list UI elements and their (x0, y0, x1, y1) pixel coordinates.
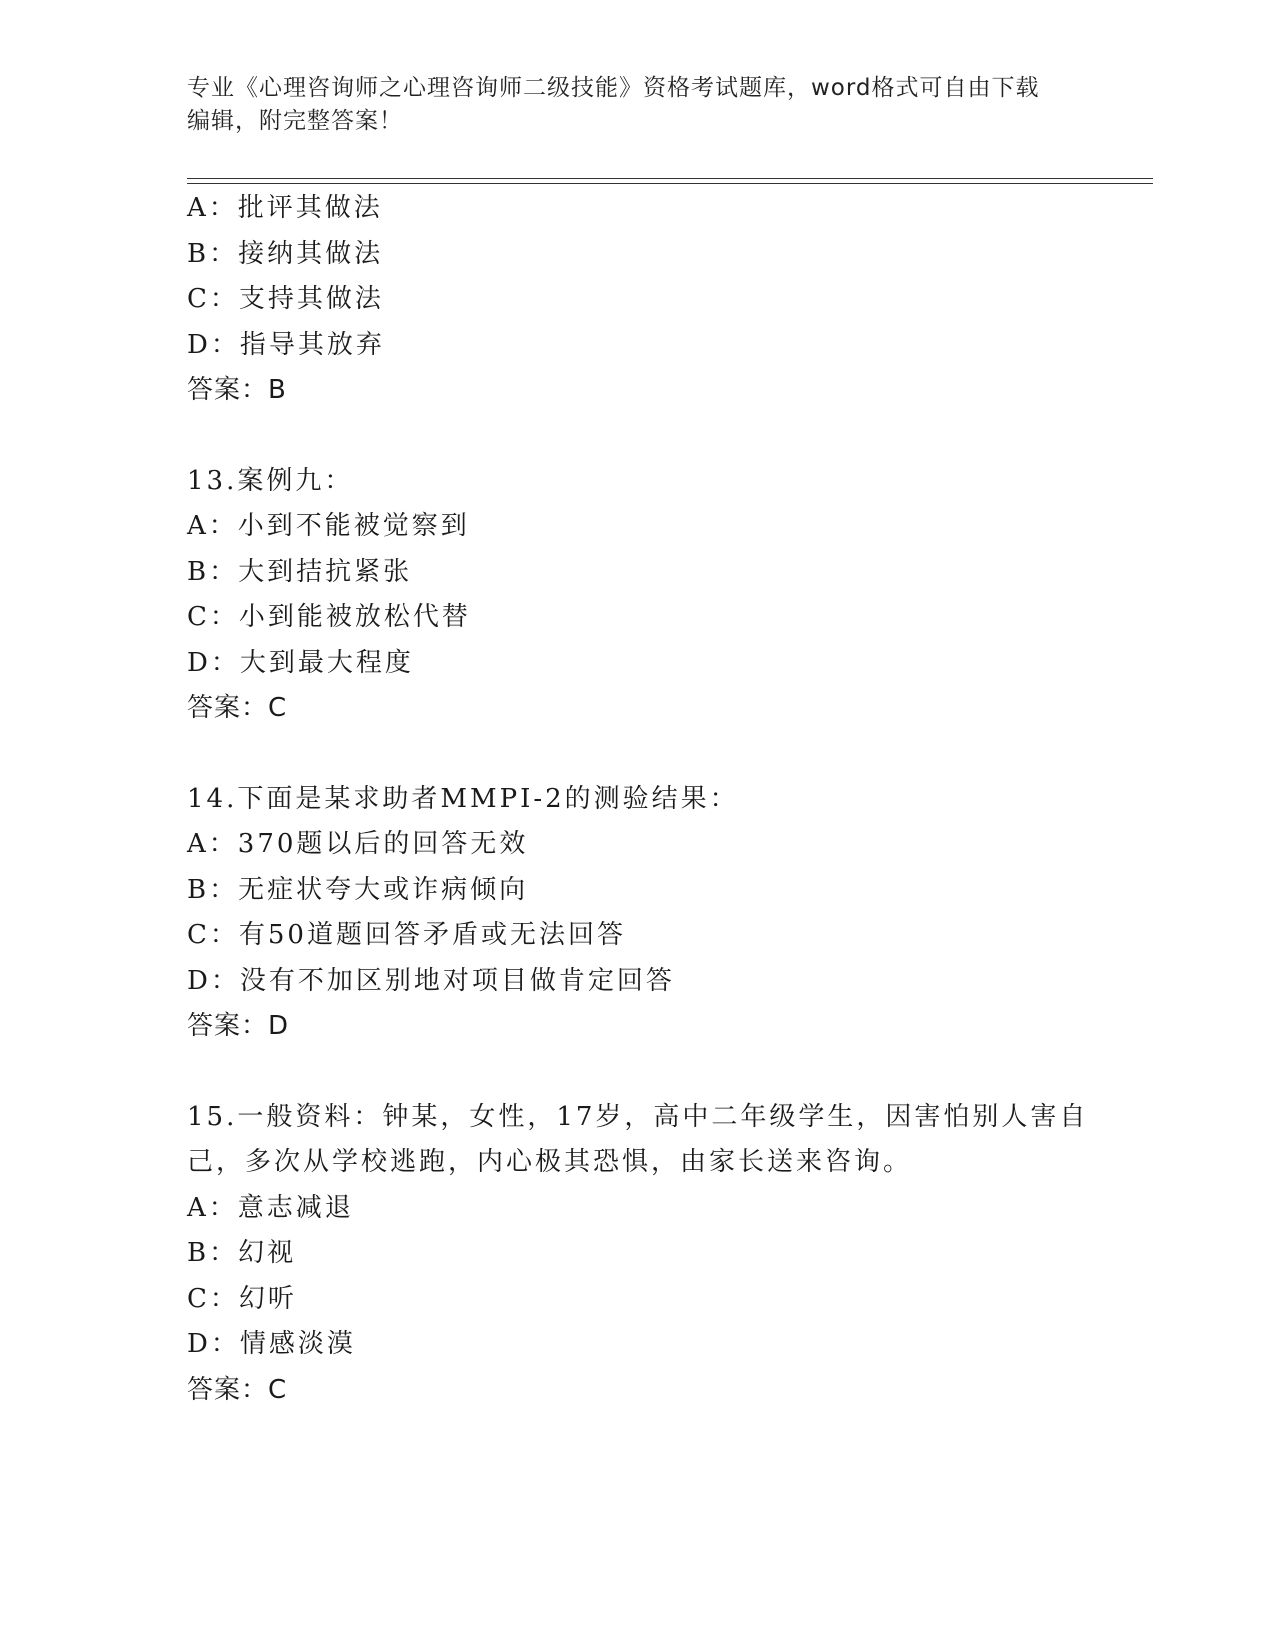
question-12 (187, 186, 1147, 414)
spacer (187, 414, 1147, 459)
option-c: C：有50道题回答矛盾或无法回答 (187, 920, 626, 950)
option-a: A：意志减退 (187, 1192, 354, 1223)
option-b: B：接纳其做法 (187, 238, 384, 269)
option-c: C：支持其做法 (187, 284, 384, 314)
question-stem-line-1: 15.一般资料：钟某，女性，17岁，高中二年级学生，因害怕别人害自 (187, 1101, 1089, 1132)
option-a: A：370题以后的回答无效 (187, 829, 529, 859)
question-14 (187, 777, 1147, 1050)
answer: 答案：D (187, 1011, 290, 1041)
option-b: B：大到拮抗紧张 (187, 556, 413, 587)
option-c: C：幻听 (187, 1283, 297, 1314)
answer: 答案：C (187, 693, 288, 723)
option-d: D：指导其放弃 (187, 329, 385, 360)
question-stem: 14.下面是某求助者MMPI-2的测验结果： (187, 783, 739, 814)
header-line-1: 专业《心理咨询师之心理咨询师二级技能》资格考试题库，word格式可自由下载 (187, 75, 1040, 101)
option-d: D：大到最大程度 (187, 647, 414, 678)
option-b: B：幻视 (187, 1238, 297, 1268)
spacer (187, 732, 1147, 777)
question-15 (187, 1095, 1147, 1414)
option-a: A：小到不能被觉察到 (187, 511, 470, 541)
document-header (187, 72, 1077, 138)
answer: 答案：C (187, 1374, 288, 1405)
header-divider-top (187, 178, 1153, 179)
option-d: D：没有不加区别地对项目做肯定回答 (187, 965, 675, 996)
question-stem-line-2: 己，多次从学校逃跑，内心极其恐惧，由家长送来咨询。 (187, 1147, 913, 1177)
header-line-2: 编辑，附完整答案！ (187, 108, 403, 134)
option-c: C：小到能被放松代替 (187, 602, 471, 632)
answer: 答案：B (187, 375, 287, 405)
option-b: B：无症状夸大或诈病倾向 (187, 874, 529, 905)
question-list (187, 186, 1147, 1413)
question-13 (187, 459, 1147, 732)
question-stem: 13.案例九： (187, 465, 354, 496)
option-d: D：情感淡漠 (187, 1329, 356, 1359)
spacer (187, 1050, 1147, 1095)
option-a: A：批评其做法 (187, 193, 383, 223)
header-divider-bottom (187, 183, 1153, 184)
